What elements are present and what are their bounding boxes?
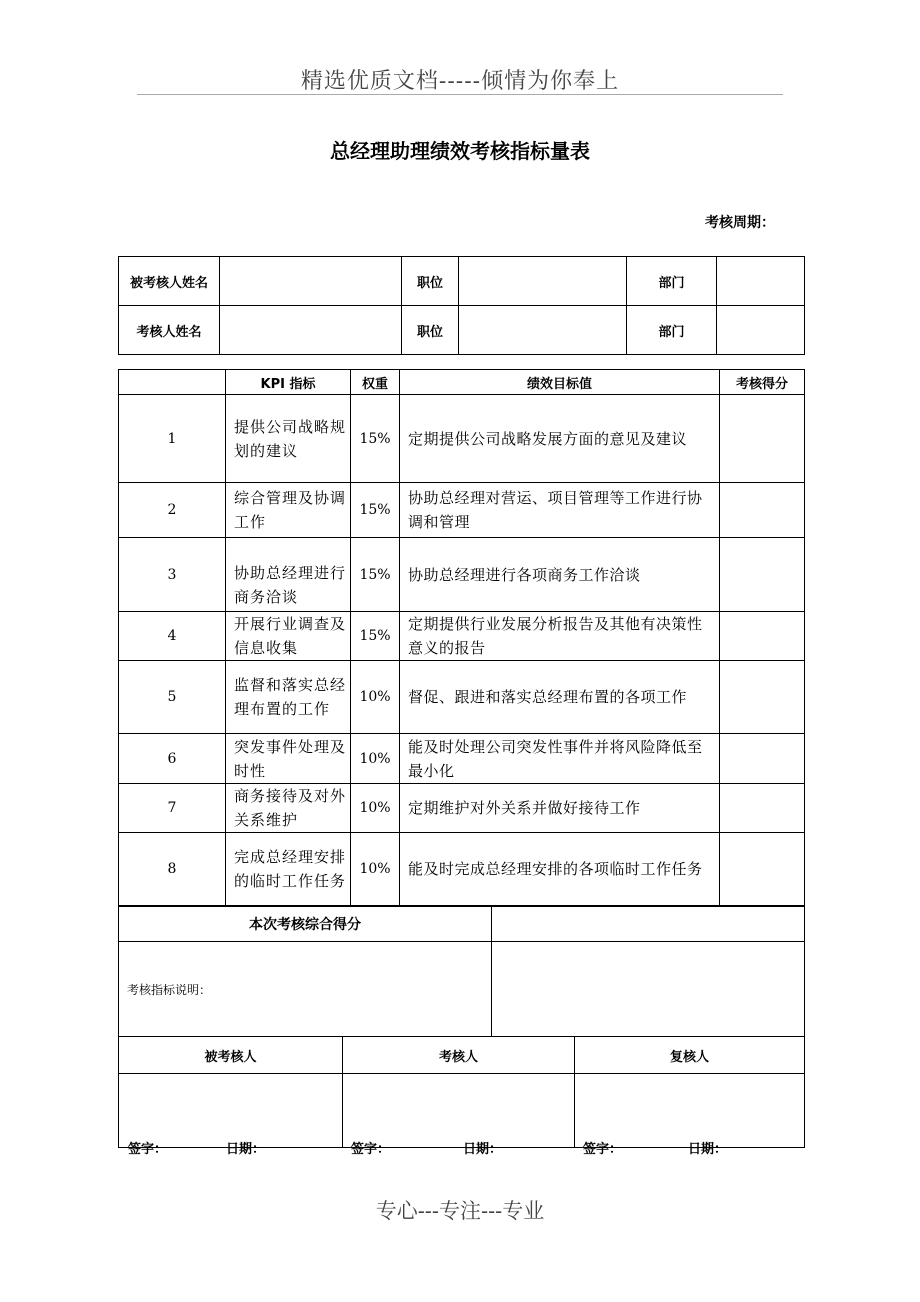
assessor-dept-field[interactable]	[717, 306, 805, 355]
kpi-weight: 10%	[351, 734, 400, 784]
kpi-name: 协助总经理进行商务洽谈	[226, 538, 351, 612]
kpi-row	[119, 734, 805, 784]
kpi-target: 督促、跟进和落实总经理布置的各项工作	[400, 661, 720, 734]
kpi-score-field[interactable]	[720, 661, 805, 734]
kpi-no: 1	[119, 395, 226, 483]
assessor-dept-label: 部门	[627, 306, 717, 355]
kpi-row	[119, 483, 805, 538]
kpi-row	[119, 833, 805, 906]
kpi-no: 4	[119, 612, 226, 661]
notes-label: 考核指标说明：	[119, 942, 492, 1037]
signature-table	[118, 1036, 805, 1157]
header-divider	[137, 94, 783, 95]
notes-row	[119, 942, 805, 1037]
header-kpi: KPI 指标	[226, 370, 351, 395]
sign-label: 签字：	[351, 1141, 391, 1157]
header-target: 绩效目标值	[400, 370, 720, 395]
kpi-table	[118, 369, 805, 906]
kpi-name: 突发事件处理及时性	[226, 734, 351, 784]
assessor-name-label: 考核人姓名	[119, 306, 220, 355]
kpi-score-field[interactable]	[720, 395, 805, 483]
page-footer: 专心---专注---专业	[375, 1199, 545, 1223]
date-label: 日期：	[463, 1141, 503, 1157]
kpi-score-field[interactable]	[720, 734, 805, 784]
kpi-row	[119, 612, 805, 661]
assessor-signature-cell[interactable]	[343, 1074, 575, 1157]
reviewer-signature-cell[interactable]	[575, 1074, 805, 1157]
assessment-period-label: 考核周期：	[705, 215, 775, 231]
kpi-weight: 10%	[351, 784, 400, 833]
page-header: 精选优质文档-----倾情为你奉上	[300, 69, 620, 94]
kpi-name: 开展行业调查及信息收集	[226, 612, 351, 661]
kpi-row	[119, 538, 805, 612]
kpi-weight: 10%	[351, 661, 400, 734]
kpi-score-field[interactable]	[720, 612, 805, 661]
info-row-assessee	[119, 257, 805, 306]
kpi-target: 能及时完成总经理安排的各项临时工作任务	[400, 833, 720, 906]
kpi-target: 能及时处理公司突发性事件并将风险降低至最小化	[400, 734, 720, 784]
header-weight: 权重	[351, 370, 400, 395]
kpi-target: 协助总经理进行各项商务工作洽谈	[400, 538, 720, 612]
kpi-name: 完成总经理安排的临时工作任务	[226, 833, 351, 906]
assessor-position-field[interactable]	[459, 306, 627, 355]
kpi-no: 2	[119, 483, 226, 538]
kpi-no: 5	[119, 661, 226, 734]
header-score: 考核得分	[720, 370, 805, 395]
role-assessee: 被考核人	[119, 1037, 343, 1074]
kpi-no: 8	[119, 833, 226, 906]
sign-label: 签字：	[128, 1141, 168, 1157]
kpi-name: 监督和落实总经理布置的工作	[226, 661, 351, 734]
total-score-field[interactable]	[492, 907, 805, 942]
kpi-no: 6	[119, 734, 226, 784]
kpi-weight: 15%	[351, 395, 400, 483]
kpi-name: 提供公司战略规划的建议	[226, 395, 351, 483]
sign-label: 签字：	[583, 1141, 623, 1157]
kpi-score-field[interactable]	[720, 483, 805, 538]
kpi-weight: 15%	[351, 483, 400, 538]
assessee-signature-cell[interactable]	[119, 1074, 343, 1157]
assessor-name-field[interactable]	[220, 306, 402, 355]
signature-row	[119, 1074, 805, 1148]
total-score-label: 本次考核综合得分	[119, 907, 492, 942]
kpi-row	[119, 784, 805, 833]
kpi-target: 协助总经理对营运、项目管理等工作进行协调和管理	[400, 483, 720, 538]
kpi-row	[119, 395, 805, 483]
kpi-row	[119, 661, 805, 734]
kpi-weight: 15%	[351, 538, 400, 612]
kpi-target: 定期提供公司战略发展方面的意见及建议	[400, 395, 720, 483]
assessee-dept-label: 部门	[627, 257, 717, 306]
kpi-score-field[interactable]	[720, 538, 805, 612]
role-reviewer: 复核人	[575, 1037, 805, 1074]
assessee-name-field[interactable]	[220, 257, 402, 306]
total-score-row	[119, 907, 805, 942]
kpi-no: 3	[119, 538, 226, 612]
notes-field[interactable]	[492, 942, 805, 1037]
assessee-position-label: 职位	[402, 257, 459, 306]
info-table	[118, 256, 805, 355]
header-no	[119, 370, 226, 395]
date-label: 日期：	[688, 1141, 728, 1157]
document-title: 总经理助理绩效考核指标量表	[330, 139, 590, 163]
info-row-assessor	[119, 306, 805, 355]
assessee-position-field[interactable]	[459, 257, 627, 306]
assessee-name-label: 被考核人姓名	[119, 257, 220, 306]
role-assessor: 考核人	[343, 1037, 575, 1074]
kpi-weight: 10%	[351, 833, 400, 906]
signature-header-row	[119, 1037, 805, 1074]
assessor-position-label: 职位	[402, 306, 459, 355]
kpi-target: 定期维护对外关系并做好接待工作	[400, 784, 720, 833]
assessee-dept-field[interactable]	[717, 257, 805, 306]
kpi-score-field[interactable]	[720, 833, 805, 906]
total-score-table	[118, 906, 805, 1037]
kpi-weight: 15%	[351, 612, 400, 661]
kpi-target: 定期提供行业发展分析报告及其他有决策性意义的报告	[400, 612, 720, 661]
kpi-name: 商务接待及对外关系维护	[226, 784, 351, 833]
kpi-no: 7	[119, 784, 226, 833]
kpi-score-field[interactable]	[720, 784, 805, 833]
kpi-name: 综合管理及协调工作	[226, 483, 351, 538]
kpi-header-row	[119, 370, 805, 395]
date-label: 日期：	[226, 1141, 266, 1157]
